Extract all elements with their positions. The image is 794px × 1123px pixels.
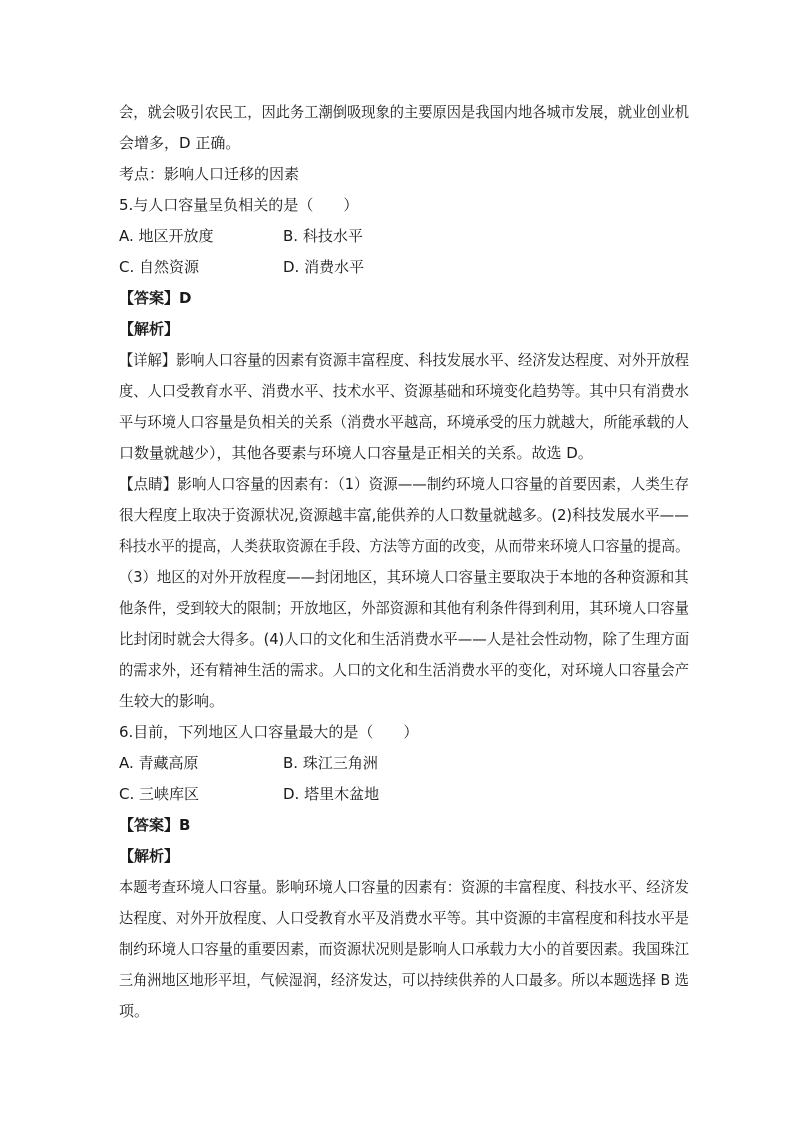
detail-line: 平与环境人口容量是负相关的关系（消费水平越高，环境承受的压力就越大，所能承载的人: [119, 413, 690, 431]
option-c: C. 自然资源: [119, 258, 200, 276]
option-b: B. 珠江三角洲: [283, 754, 378, 772]
question-5-options-row-2: [119, 252, 689, 283]
tip-line: 的需求外，还有精神生活的需求。人口的文化和生活消费水平的变化，对环境人口容量会产: [119, 661, 690, 679]
option-a: A. 青藏高原: [119, 754, 199, 772]
analysis-6-heading: 【解析】: [119, 847, 180, 865]
explanation-line: 制约环境人口容量的重要因素，而资源状况则是影响人口承载力大小的首要因素。我国珠江: [119, 940, 690, 958]
option-b: B. 科技水平: [283, 227, 363, 245]
document-body: [119, 97, 689, 1027]
tip-line: 他条件，受到较大的限制；开放地区，外部资源和其他有利条件得到利用，其环境人口容量: [119, 599, 690, 617]
option-c: C. 三峡库区: [119, 785, 200, 803]
tip-line: 很大程度上取决于资源状况,资源越丰富,能供养的人口数量就越多。(2)科技发展水平——: [119, 506, 689, 524]
option-a: A. 地区开放度: [119, 227, 214, 245]
topic-line: 考点：影响人口迁移的因素: [119, 165, 300, 183]
tip-line: 比封闭时就会大得多。(4)人口的文化和生活消费水平——人是社会性动物，除了生理方面: [119, 630, 690, 648]
answer-6: 【答案】B: [119, 816, 191, 834]
question-5-options-row-1: [119, 221, 689, 252]
explanation-line: 三角洲地区地形平坦，气候湿润，经济发达，可以持续供养的人口最多。所以本题选择 B 选: [119, 971, 689, 989]
question-6-options-row-1: [119, 748, 689, 779]
detail-line: 口数量就越少），其他各要素与环境人口容量是正相关的关系。故选 D。: [119, 444, 593, 462]
tip-line: （3）地区的对外开放程度——封闭地区，其环境人口容量主要取决于本地的各种资源和其: [119, 568, 689, 586]
detail-line: 度、人口受教育水平、消费水平、技术水平、资源基础和环境变化趋势等。其中只有消费水: [119, 382, 690, 400]
explanation-line: 项。: [119, 1002, 150, 1020]
answer-5: 【答案】D: [119, 289, 192, 307]
option-d: D. 塔里木盆地: [283, 785, 380, 803]
text-line: 会，就会吸引农民工，因此务工潮倒吸现象的主要原因是我国内地各城市发展，就业创业机: [119, 103, 690, 121]
tip-line: 科技水平的提高，人类获取资源在手段、方法等方面的改变，从而带来环境人口容量的提高。: [119, 537, 690, 555]
tip-line: 生较大的影响。: [119, 692, 225, 710]
question-5: 5.与人口容量呈负相关的是（ ）: [119, 196, 359, 214]
explanation-line: 本题考查环境人口容量。影响环境人口容量的因素有：资源的丰富程度、科技水平、经济发: [119, 878, 690, 896]
explanation-line: 达程度、对外开放程度、人口受教育水平及消费水平等。其中资源的丰富程度和科技水平是: [119, 909, 690, 927]
analysis-5-heading: 【解析】: [119, 320, 180, 338]
question-6-options-row-2: [119, 779, 689, 810]
detail-line: 【详解】影响人口容量的因素有资源丰富程度、科技发展水平、经济发达程度、对外开放程: [119, 351, 690, 369]
tip-line: 【点睛】影响人口容量的因素有：（1）资源——制约环境人口容量的首要因素，人类生存: [119, 475, 690, 493]
question-6: 6.目前，下列地区人口容量最大的是（ ）: [119, 723, 419, 741]
text-line: 会增多，D 正确。: [119, 134, 241, 152]
option-d: D. 消费水平: [283, 258, 365, 276]
